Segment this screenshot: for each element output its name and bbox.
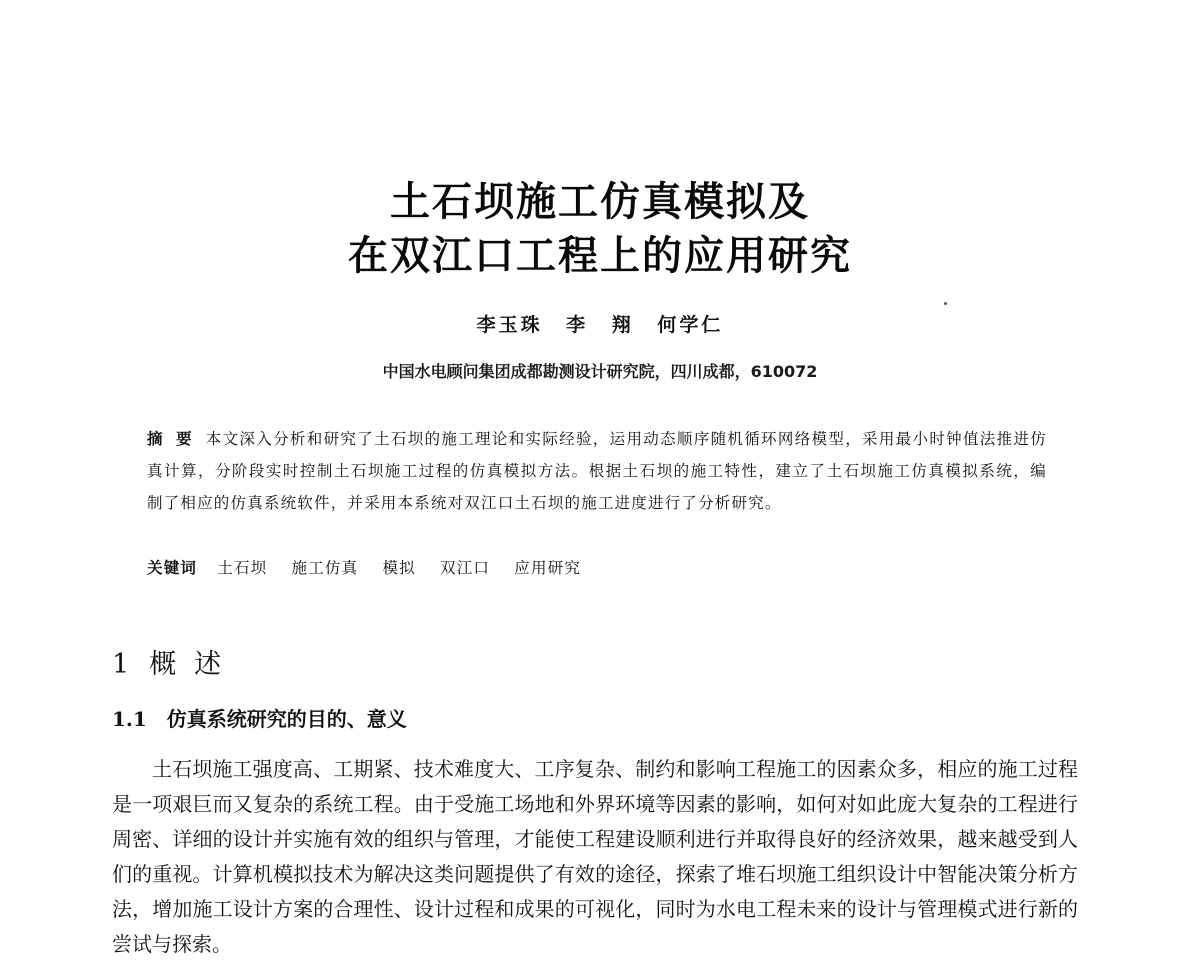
section-heading-1 xyxy=(112,642,239,681)
paper-title-line-2: 在双江口工程上的应用研究 xyxy=(348,233,852,279)
body-paragraph: 土石坝施工强度高、工期紧、技术难度大、工序复杂、制约和影响工程施工的因素众多，相应的施工过程是一项艰巨而又复杂的系统工程。由于受施工场地和外界环境等因素的影响，如何对如此庞大复杂的工程进行周密、详细的设计并实施有效的组织与管理，才能使工程建设顺利进行并取得良好的经济效果，越来越受到人们的重视。计算机模拟技术为解决这类问题提供了有效的途径，探索了堆石坝施工组织设计中智能决策分析方法，增加施工设计方案的合理性、设计过程和成果的可视化，同时为水电工程未来的设计与管理模式进行新的尝试与探索。 xyxy=(112,757,1078,956)
keyword-item: 模拟 xyxy=(382,559,416,577)
keyword-item: 施工仿真 xyxy=(291,559,359,577)
subsection-number: 1.1 xyxy=(112,707,147,731)
affiliation: 中国水电顾问集团成都勘测设计研究院，四川成都，610072 xyxy=(382,362,818,381)
keyword-item: 双江口 xyxy=(440,559,491,577)
subsection-title: 仿真系统研究的目的、意义 xyxy=(166,707,407,731)
scan-speck xyxy=(944,302,947,305)
section-title: 概述 xyxy=(149,649,240,680)
abstract-text: 本文深入分析和研究了土石坝的施工理论和实际经验，运用动态顺序随机循环网络模型，采用最小时钟值法推进仿真计算，分阶段实时控制土石坝施工过程的仿真模拟方法。根据土石坝的施工特性，建立了土石坝施工仿真模拟系统，编制了相应的仿真系统软件，并采用本系统对双江口土石坝的施工进度进行了分析研究。 xyxy=(147,430,1047,512)
abstract xyxy=(147,423,1047,519)
abstract-label: 摘 要 xyxy=(147,430,196,448)
keywords xyxy=(147,556,1047,578)
keywords-label: 关键词 xyxy=(147,559,198,577)
authors: 李玉珠 李 翔 何学仁 xyxy=(476,314,724,336)
subsection-heading-1-1 xyxy=(112,703,407,732)
keyword-item: 土石坝 xyxy=(217,559,268,577)
paper-title-line-1: 土石坝施工仿真模拟及 xyxy=(390,179,810,225)
section-number: 1 xyxy=(112,649,132,680)
keyword-item: 应用研究 xyxy=(514,559,582,577)
